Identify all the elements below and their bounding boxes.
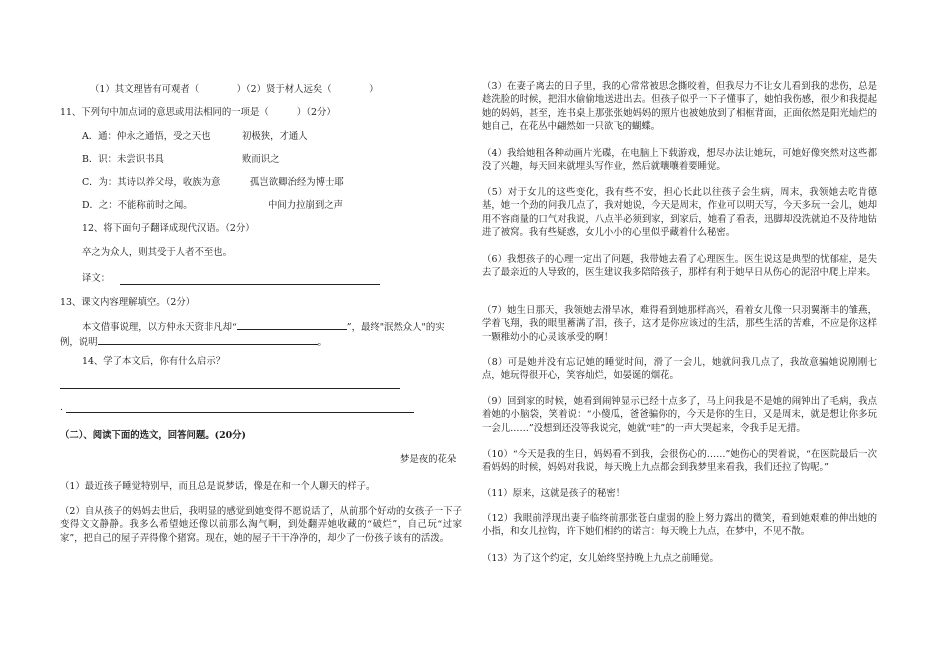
article-title: 梦是夜的花朵	[400, 454, 457, 465]
q14-answer-line-1[interactable]	[60, 388, 400, 389]
q12-sentence: 卒之为众人，则其受于人者不至也。	[82, 247, 233, 258]
q13-blank-2[interactable]	[98, 335, 318, 345]
section2-heading: （二）、阅读下面的选文，回答问题。(20分)	[60, 430, 246, 441]
q12-answer-line[interactable]	[120, 284, 380, 285]
q13-text-line1	[82, 320, 445, 334]
q14-stem: 14、学了本文后，你有什么启示？	[82, 356, 226, 367]
q11-option-b-compare: 败而识之	[242, 154, 280, 165]
q12-stem: 12、将下面句子翻译成现代汉语。（2分）	[82, 223, 255, 234]
article-paragraph-3: （3）在妻子离去的日子里，我的心常常被思念撕咬着，但我尽力不让女儿看到我的悲伤，总是趁洗脸的时候，把泪水偷偷地送进出去。但孩子似乎一下子懂事了，她怕我伤感，很少和我提起她的妈妈，甚至，连书桌上那张张她妈妈的照片也被她放到了相框背面，正面依然是阳光灿烂的她自己，在花丛中翩然如一只欲飞的蝴蝶。	[482, 81, 877, 133]
q11-option-a: A．通：仲永之通悟，受之天也	[82, 131, 211, 142]
article-paragraph-1: （1）最近孩子睡觉特别早，而且总是说梦话，像是在和一个人聊天的样子。	[60, 481, 376, 492]
q14-answer-line-2[interactable]	[66, 412, 414, 413]
q13-text-d: 。	[317, 337, 327, 348]
q11-option-a-compare: 初极狭，才通人	[242, 131, 308, 142]
article-paragraph-13: （13）为了这个约定，女儿始终坚持晚上九点之前睡觉。	[482, 553, 719, 564]
article-paragraph-8: （8）可是她并没有忘记她的睡觉时间，滑了一会儿，她就问我几点了，我故意骗她说刚刚七点，她玩得很开心，笑容灿烂，如晏诞的烟花。	[482, 357, 877, 382]
article-paragraph-11: （11）原来，这就是孩子的秘密！	[482, 488, 626, 499]
article-paragraph-4: （4）我给她租各种动画片光碟，在电脑上下载游戏，想尽办法让她玩，可她好像突然对这些都没了兴趣，每天回来就埋头写作业，然后就嚷嚷着要睡觉。	[482, 148, 877, 173]
q12-answer-label: 译文：	[82, 273, 111, 284]
article-paragraph-6: （6）我想孩子的心理一定出了问题，我带她去看了心理医生。医生说这是典型的忧郁症，是失去了最亲近的人导致的，医生建议我多陪陪孩子，那样有利于她早日从伤心的泥沼中爬上岸来。	[482, 254, 877, 279]
article-paragraph-7: （7）她生日那天，我领她去滑旱冰，难得看到她那样高兴，看着女儿像一只羽翼渐丰的雏燕，学着飞翔，我的眼里蓄满了泪，孩子，这才是你应该过的生活，那些生活的苦难，不应是你这样一颗稚幼小的心灵该承受的啊！	[482, 305, 877, 343]
article-paragraph-9: （9）回到家的时候，她看到闹钟显示已经十点多了，马上问我是不是她的闹钟出了毛病，我点着她的小脑袋，笑着说：“小傻瓜，爸爸骗你的，今天是你的生日，又是周末，就是想让你多玩一会儿……”没想到还没等我说完，她就“哇”的一声大哭起来，令我手足无措。	[482, 396, 877, 434]
article-paragraph-2: （2）自从孩子的妈妈去世后，我明显的感觉到她变得不愿说话了，从前那个好动的女孩子一下子变得文文静静。我多么希望她还像以前那么淘气啊，到处翻弄她收藏的“破烂”，自己玩“过家家”，把自己的屋子弄得像个猪窝。现在，她的屋子干干净净的，却少了一份孩子该有的活泼。	[60, 506, 462, 544]
q11-option-c-compare: 孤岂欲卿治经为博士耶	[250, 177, 344, 188]
q13-text-c: 例，说明	[60, 337, 98, 348]
q11-option-d-compare: 中间力拉崩到之声	[268, 200, 344, 211]
article-paragraph-12: （12）我眼前浮现出妻子临终前那张苍白虚弱的脸上努力露出的微笑，看到她艰难的伸出她的小指，和女儿拉钩，许下她们相约的诺言：每天晚上九点，在梦中，不见不散。	[482, 513, 877, 538]
q11-option-c: C．为：其诗以养父母，收族为意	[82, 177, 221, 188]
q11-stem: 11、下列句中加点词的意思或用法相同的一项是（ ）（2分）	[60, 107, 336, 118]
q11-option-d: D．之：不能称前时之闻。	[82, 200, 193, 211]
q11-option-b: B．识：未尝识书具	[82, 154, 164, 165]
q10-item: （1）其文理皆有可观者（ ）（2）贤于材人远矣（ ）	[90, 84, 379, 95]
article-paragraph-5: （5）对于女儿的这些变化，我有些不安，担心长此以往孩子会生病，周末，我领她去吃肯德基，她一个劲的问我几点了，我对她说，今天是周末，作业可以明天写，今天多玩一会儿，她却用不容商量的口气对我说，八点半必须到家，到家后，她看了看表，迅脚却没洗就迫不及待地钻进了被窝。我有些疑惑，女儿小小的心里似乎藏着什么秘密。	[482, 187, 877, 239]
q13-text-b: ”，最终"泯然众人"的实	[346, 322, 445, 333]
q13-blank-1[interactable]	[237, 320, 347, 330]
q14-dot: .	[60, 402, 63, 413]
q13-text-line2	[60, 335, 327, 349]
article-paragraph-10: （10）“今天是我的生日，妈妈看不到我，会很伤心的……”她伤心的哭着说，“在医院最后一次看妈妈的时候，妈妈对我说，每天晚上九点都会到我梦里来看我，我们还拉了钩呢。”	[482, 449, 877, 474]
q13-text-a: 本文借事说理，以方仲永天资非凡却“	[82, 322, 237, 333]
q13-stem: 13、课文内容理解填空。（2分）	[60, 297, 196, 308]
